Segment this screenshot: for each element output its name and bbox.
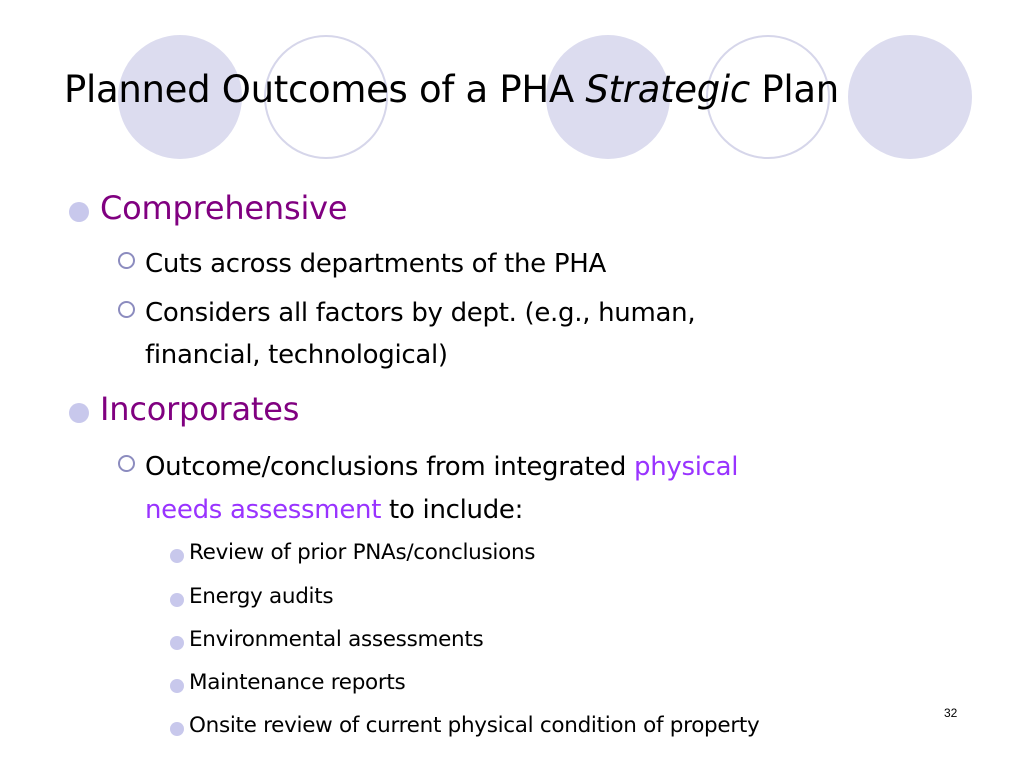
list-item-text: Review of prior PNAs/conclusions <box>189 540 536 565</box>
bullet-dot-icon <box>170 549 184 563</box>
slide-title <box>64 68 839 111</box>
subbullet-text: Cuts across departments of the PHA <box>145 249 606 279</box>
decorative-circle-5 <box>848 35 972 159</box>
section-heading: Incorporates <box>100 390 300 428</box>
subbullet-suffix: to include: <box>381 495 524 525</box>
slide-number: 32 <box>944 706 958 720</box>
bullet-dot-icon <box>170 593 184 607</box>
bullet-dot-icon <box>69 403 89 423</box>
bullet-dot-icon <box>170 636 184 650</box>
subbullet-text-line2 <box>145 489 523 532</box>
title-text-italic: Strategic <box>585 68 750 111</box>
subbullet-text-line1 <box>145 446 738 489</box>
list-item-text: Environmental assessments <box>189 627 484 652</box>
title-text-part1: Planned Outcomes of a PHA <box>64 68 586 111</box>
title-text-part2: Plan <box>749 68 839 111</box>
bullet-dot-icon <box>69 202 89 222</box>
list-item-text: Energy audits <box>189 584 334 609</box>
bullet-ring-icon <box>118 252 135 269</box>
bullet-ring-icon <box>118 455 135 472</box>
bullet-dot-icon <box>170 679 184 693</box>
subbullet-text-line1: Considers all factors by dept. (e.g., human, <box>145 298 696 328</box>
subbullet-text-line2: financial, technological) <box>145 340 448 370</box>
section-heading: Comprehensive <box>100 189 348 227</box>
bullet-dot-icon <box>170 722 184 736</box>
highlight-physical: physical <box>634 452 739 482</box>
subbullet-prefix: Outcome/conclusions from integrated <box>145 452 635 482</box>
highlight-needs-assessment: needs assessment <box>145 495 382 525</box>
bullet-ring-icon <box>118 301 135 318</box>
list-item-text: Maintenance reports <box>189 670 406 695</box>
list-item-text: Onsite review of current physical condition of property <box>189 713 760 738</box>
